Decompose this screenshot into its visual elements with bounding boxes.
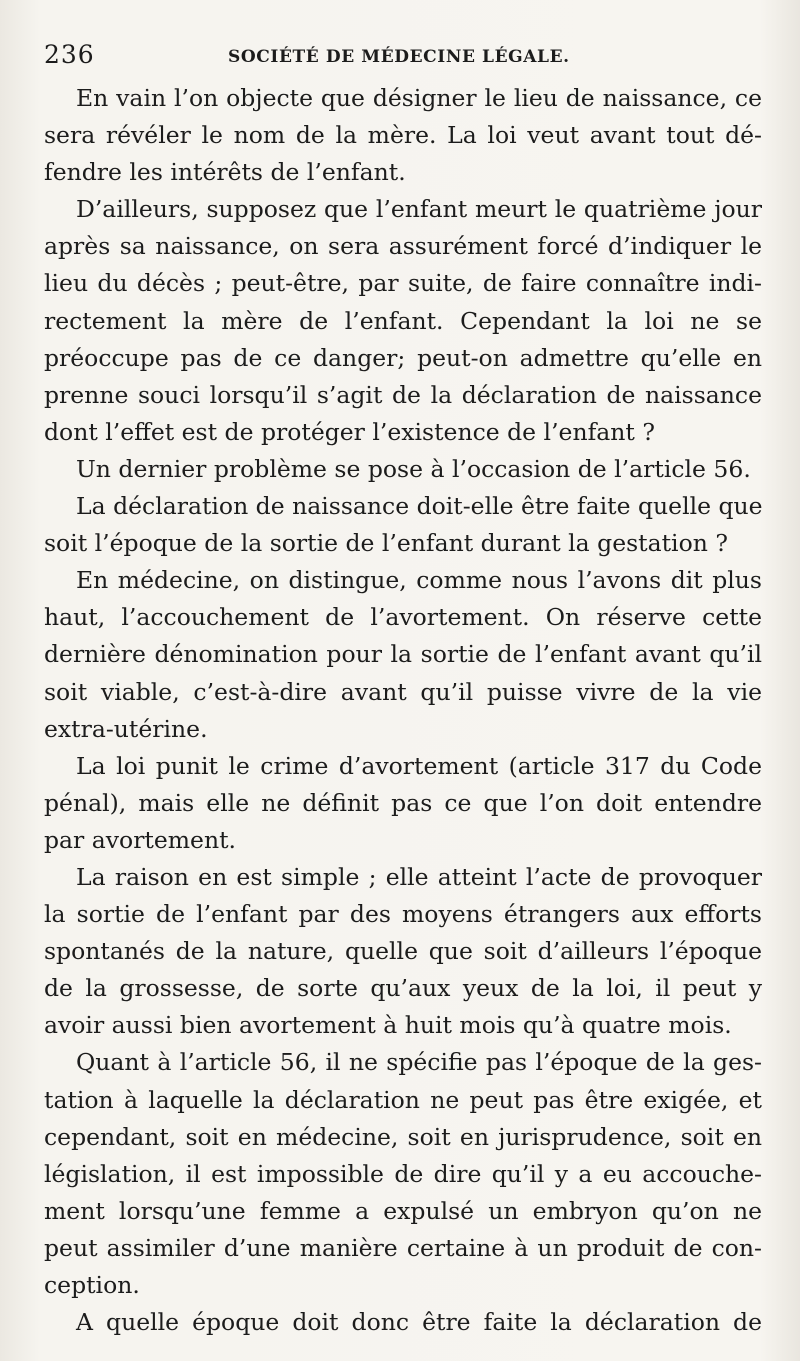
text-line: D’ailleurs, supposez que l’enfant meurt le quatrième jour bbox=[76, 195, 762, 224]
text-line: par avortement. bbox=[44, 825, 237, 854]
text-line: La raison en est simple ; elle atteint l’acte de provoquer bbox=[76, 862, 762, 891]
text-line: haut, l’accouchement de l’avortement. On réserve cette bbox=[44, 603, 762, 632]
text-line: La loi punit le crime d’avortement (article 317 du Code bbox=[76, 751, 762, 780]
text-line: avoir aussi bien avortement à huit mois qu’à quatre mois. bbox=[44, 1011, 732, 1040]
text-line: soit viable, c’est-à-dire avant qu’il puisse vivre de la vie bbox=[44, 677, 762, 706]
text-line: spontanés de la nature, quelle que soit d’ailleurs l’époque bbox=[44, 937, 762, 966]
page-number: 236 bbox=[44, 40, 95, 69]
text-line: En vain l’on objecte que désigner le lieu de naissance, ce bbox=[76, 84, 762, 112]
text-line: dernière dénomination pour la sortie de l’enfant avant qu’il bbox=[44, 640, 762, 669]
body-text bbox=[44, 80, 762, 1341]
page-header bbox=[44, 38, 764, 72]
text-line: fendre les intérêts de l’enfant. bbox=[44, 158, 406, 187]
text-line: soit l’époque de la sortie de l’enfant durant la gestation ? bbox=[44, 529, 728, 558]
text-line: peut assimiler d’une manière certaine à un produit de con- bbox=[44, 1233, 762, 1262]
text-line: rectement la mère de l’enfant. Cependant la loi ne se bbox=[44, 306, 762, 335]
text-line: préoccupe pas de ce danger; peut-on admettre qu’elle en bbox=[44, 343, 762, 372]
text-line: ception. bbox=[44, 1271, 140, 1299]
text-line: dont l’effet est de protéger l’existence de l’enfant ? bbox=[44, 417, 655, 446]
text-line: après sa naissance, on sera assurément forcé d’indiquer le bbox=[44, 232, 762, 261]
text-line: pénal), mais elle ne définit pas ce que l’on doit entendre bbox=[44, 788, 762, 817]
text-line: la sortie de l’enfant par des moyens étrangers aux efforts bbox=[44, 900, 762, 929]
text-line: A quelle époque doit donc être faite la déclaration de bbox=[76, 1308, 762, 1337]
text-line: Quant à l’article 56, il ne spécifie pas l’époque de la ges- bbox=[76, 1048, 762, 1077]
running-head: SOCIÉTÉ DE MÉDECINE LÉGALE. bbox=[228, 47, 570, 67]
text-line: La déclaration de naissance doit-elle être faite quelle que bbox=[76, 492, 763, 521]
text-line: lieu du décès ; peut-être, par suite, de faire connaître indi- bbox=[44, 269, 762, 298]
text-line: prenne souci lorsqu’il s’agit de la déclaration de naissance bbox=[44, 380, 762, 409]
text-line: En médecine, on distingue, comme nous l’avons dit plus bbox=[76, 566, 762, 595]
text-line: tation à laquelle la déclaration ne peut pas être exigée, et bbox=[44, 1085, 762, 1114]
text-line: de la grossesse, de sorte qu’aux yeux de la loi, il peut y bbox=[44, 974, 762, 1003]
text-line: cependant, soit en médecine, soit en jurisprudence, soit en bbox=[44, 1122, 762, 1151]
text-line: extra-utérine. bbox=[44, 714, 208, 743]
text-line: Un dernier problème se pose à l’occasion de l’article 56. bbox=[76, 454, 751, 483]
text-line: sera révéler le nom de la mère. La loi veut avant tout dé- bbox=[44, 121, 762, 150]
text-line: ment lorsqu’une femme a expulsé un embryon qu’on ne bbox=[44, 1196, 762, 1225]
text-line: législation, il est impossible de dire qu’il y a eu accouche- bbox=[44, 1159, 762, 1188]
